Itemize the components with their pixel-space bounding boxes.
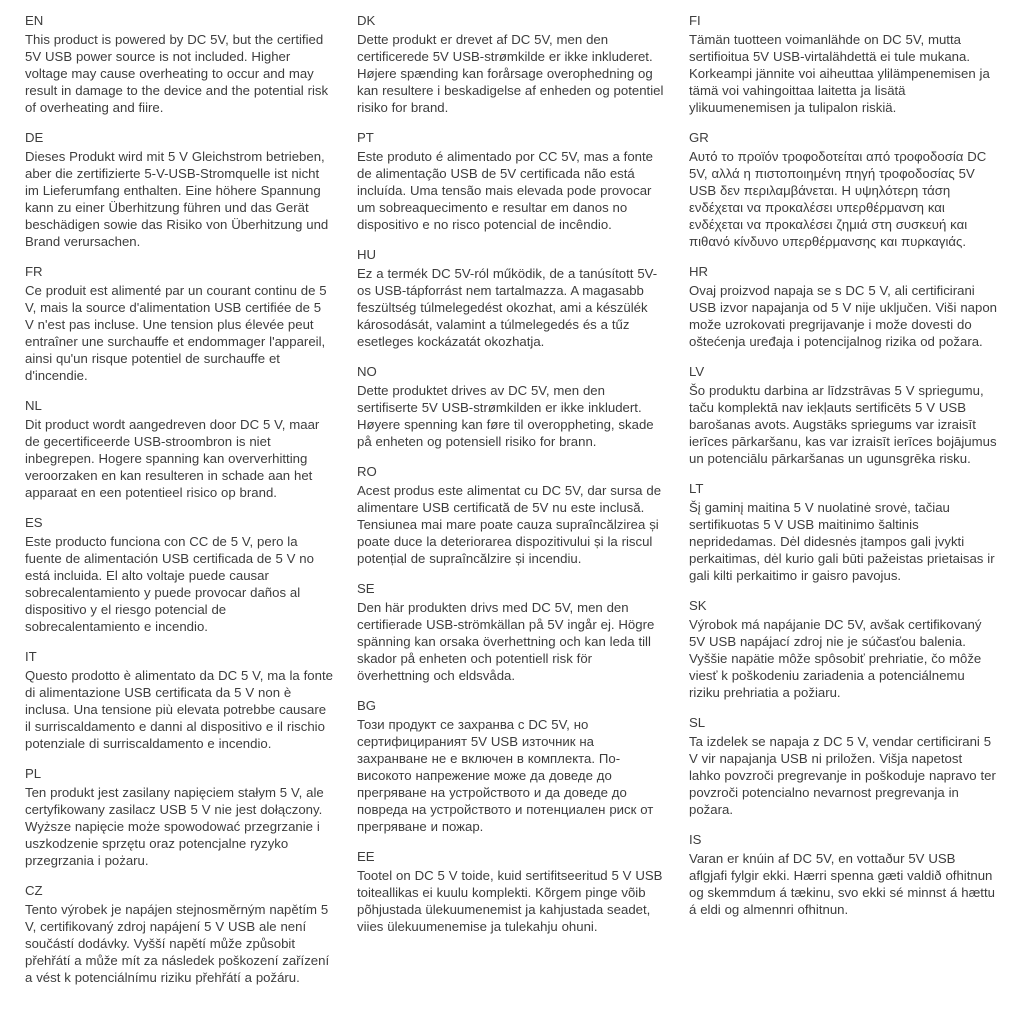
- language-code: FI: [689, 13, 701, 28]
- warning-text: Ovaj proizvod napaja se s DC 5 V, ali certificirani USB izvor napajanja od 5 V nije uključen. Viši napon može uzrokovati pregrijavanje i može dovesti do oštećenja uređaja i potencijalnog rizika od požara.: [689, 283, 997, 349]
- warning-text: This product is powered by DC 5V, but the certified 5V USB power source is not included. Higher voltage may cause overheating to occur and may result in damage to the device and the potential risk of overheating and fiire.: [25, 32, 329, 115]
- language-code: NL: [25, 398, 42, 413]
- language-section-no: [357, 363, 665, 450]
- language-code: CZ: [25, 883, 43, 898]
- warning-text: Този продукт се захранва с DC 5V, но сертифицираният 5V USB източник на захранване не е включен в комплекта. По-високото напрежение може да доведе до прегряване на устройството и да доведе до повреда на устройството и потенциален риск от прегряване и пожар.: [357, 717, 654, 834]
- warning-text: Dit product wordt aangedreven door DC 5 V, maar de gecertificeerde USB-stroombron is niet inbegrepen. Hogere spanning kan oververhitting veroorzaken en kan resulteren in schade aan het apparaat en een potentieel risico op brand.: [25, 417, 320, 500]
- language-section-lv: [689, 363, 997, 467]
- warning-text: Αυτό το προϊόν τροφοδοτείται από τροφοδοσία DC 5V, αλλά η πιστοποιημένη πηγή τροφοδοσίας 5V USB δεν περιλαμβάνεται. Η υψηλότερη τάση ενδέχεται να προκαλέσει υπερθέρμανση και ενδέχεται να προκαλέσει ζημιά στη συσκευή και πιθανό κίνδυνο υπερθέρμανσης και πυρκαγιάς.: [689, 149, 987, 249]
- language-section-pt: [357, 129, 665, 233]
- language-code: PT: [357, 130, 374, 145]
- language-section-sl: [689, 714, 997, 818]
- language-section-ee: [357, 848, 665, 935]
- language-code: HR: [689, 264, 709, 279]
- warning-text: Este producto funciona con CC de 5 V, pero la fuente de alimentación USB certificada de 5 V no está incluida. El alto voltaje puede causar sobrecalentamiento y puede provocar daños al dispositivo y el riesgo potencial de sobrecalentamiento e incendio.: [25, 534, 314, 634]
- language-section-gr: [689, 129, 997, 250]
- warning-text: Dette produktet drives av DC 5V, men den sertifiserte 5V USB-strømkilden er ikke inkludert. Høyere spenning kan føre til overoppheting, skade på enheten og potensiell risiko for brann.: [357, 383, 654, 449]
- language-section-hu: [357, 246, 665, 350]
- language-section-bg: [357, 697, 665, 835]
- language-section-cz: [25, 882, 333, 986]
- column-1: [25, 12, 333, 1014]
- warning-text: Varan er knúin af DC 5V, en vottaður 5V USB aflgjafi fylgir ekki. Hærri spenna gæti valdið ofhitnun og skemmdum á tækinu, svo ekki sé minnst á hættu á eldi og almennri ofhitnun.: [689, 851, 995, 917]
- language-section-se: [357, 580, 665, 684]
- language-code: DK: [357, 13, 376, 28]
- language-code: EE: [357, 849, 375, 864]
- language-section-de: [25, 129, 333, 250]
- language-code: SL: [689, 715, 706, 730]
- language-code: SK: [689, 598, 707, 613]
- language-code: LV: [689, 364, 705, 379]
- language-code: PL: [25, 766, 42, 781]
- language-code: BG: [357, 698, 377, 713]
- language-code: HU: [357, 247, 377, 262]
- warning-text: Dette produkt er drevet af DC 5V, men den certificerede 5V USB-strømkilde er ikke inkluderet. Højere spænding kan forårsage overophedning og kan resultere i beskadigelse af enheden og potentiel risiko for brand.: [357, 32, 664, 115]
- language-section-en: [25, 12, 333, 116]
- language-code: EN: [25, 13, 44, 28]
- column-2: [357, 12, 665, 1014]
- warning-text: Dieses Produkt wird mit 5 V Gleichstrom betrieben, aber die zertifizierte 5-V-USB-Stromquelle ist nicht im Lieferumfang enthalten. Eine höhere Spannung kann zu einer Überhitzung führen und das Gerät beschädigen sowie das Risiko von Überhitzung und Brand verursachen.: [25, 149, 329, 249]
- language-code: DE: [25, 130, 44, 145]
- language-code: GR: [689, 130, 709, 145]
- language-section-is: [689, 831, 997, 918]
- warning-text: Šį gaminį maitina 5 V nuolatinė srovė, tačiau sertifikuotas 5 V USB maitinimo šaltinis nepridedamas. Dėl didesnės įtampos gali įvykti perkaitimas, dėl kurio gali būti pažeistas prietaisas ir gali kilti perkaitimo ir gaisro pavojus.: [689, 500, 995, 583]
- language-code: FR: [25, 264, 43, 279]
- warning-text: Ten produkt jest zasilany napięciem stałym 5 V, ale certyfikowany zasilacz USB 5 V nie jest dołączony. Wyższe napięcie może spowodować przegrzanie i uszkodzenie sprzętu oraz potencjalne ryzyko przegrzania i pożaru.: [25, 785, 324, 868]
- language-code: ES: [25, 515, 43, 530]
- warning-text: Tootel on DC 5 V toide, kuid sertifitseeritud 5 V USB toiteallikas ei kuulu komplekti. Kõrgem pinge võib põhjustada ülekuumenemist ja kahjustada seadet, viies ülekuumenemise ja tulekahju ohuni.: [357, 868, 663, 934]
- language-section-it: [25, 648, 333, 752]
- language-section-fi: [689, 12, 997, 116]
- language-section-fr: [25, 263, 333, 384]
- warning-text: Výrobok má napájanie DC 5V, avšak certifikovaný 5V USB napájací zdroj nie je súčasťou balenia. Vyššie napätie môže spôsobiť prehriatie, čo môže viesť k poškodeniu zariadenia a potenciálnemu riziku prehriatia a požiaru.: [689, 617, 982, 700]
- language-section-hr: [689, 263, 997, 350]
- warning-text: Ce produit est alimenté par un courant continu de 5 V, mais la source d'alimentation USB certifiée de 5 V n'est pas incluse. Une tension plus élevée peut entraîner une surchauffe et endommager l'appareil, ainsi qu'un risque potentiel de surchauffe et d'incendie.: [25, 283, 327, 383]
- warning-text: Ez a termék DC 5V-ról működik, de a tanúsított 5V-os USB-tápforrást nem tartalmazza. A magasabb feszültség túlmelegedést okozhat, ami a készülék károsodását, valamint a túlmelegedés és a tűz esetleges kockázatát okozhatja.: [357, 266, 658, 349]
- language-code: IT: [25, 649, 37, 664]
- language-section-es: [25, 514, 333, 635]
- warning-text: Este produto é alimentado por CC 5V, mas a fonte de alimentação USB de 5V certificada não está incluída. Uma tensão mais elevada pode provocar um sobreaquecimento e resultar em danos no dispositivo e no risco potencial de incêndio.: [357, 149, 654, 232]
- language-code: RO: [357, 464, 377, 479]
- warning-text: Ta izdelek se napaja z DC 5 V, vendar certificirani 5 V vir napajanja USB ni priložen. Višja napetost lahko povzroči pregrevanje in poškoduje napravo ter povzroči potencialno nevarnost pregrevanja in požara.: [689, 734, 996, 817]
- column-3: [689, 12, 997, 1014]
- warning-text: Questo prodotto è alimentato da DC 5 V, ma la fonte di alimentazione USB certificata da 5 V non è inclusa. Una tensione più elevata potrebbe causare il surriscaldamento e danni al dispositivo e il rischio potenziale di surriscaldamento e incendio.: [25, 668, 333, 751]
- language-section-sk: [689, 597, 997, 701]
- language-section-ro: [357, 463, 665, 567]
- language-code: LT: [689, 481, 704, 496]
- warning-text: Acest produs este alimentat cu DC 5V, dar sursa de alimentare USB certificată de 5V nu este inclusă. Tensiunea mai mare poate cauza supraîncălzirea și poate duce la deteriorarea dispozitivului și la riscul potențial de supraîncălzire și incendiu.: [357, 483, 662, 566]
- language-section-nl: [25, 397, 333, 501]
- warning-text: Den här produkten drivs med DC 5V, men den certifierade USB-strömkällan på 5V ingår ej. Högre spänning kan orsaka överhettning och kan leda till skador på enheten och potentiell risk för överhettning och eldsvåda.: [357, 600, 655, 683]
- language-code: IS: [689, 832, 702, 847]
- warning-text: Tento výrobek je napájen stejnosměrným napětím 5 V, certifikovaný zdroj napájení 5 V USB ale není součástí dodávky. Vyšší napětí může způsobit přehřátí a může mít za následek poškození zařízení a vést k potenciálnímu riziku přehřátí a požáru.: [25, 902, 330, 985]
- language-section-lt: [689, 480, 997, 584]
- language-code: NO: [357, 364, 377, 379]
- warning-text: Tämän tuotteen voimanlähde on DC 5V, mutta sertifioitua 5V USB-virtalähdettä ei tule mukana. Korkeampi jännite voi aiheuttaa ylilämpenemisen ja tämä voi vahingoittaa laitetta ja lisätä ylikuumenemisen ja tulipalon riskiä.: [689, 32, 990, 115]
- language-section-dk: [357, 12, 665, 116]
- warning-text: Šo produktu darbina ar līdzstrāvas 5 V spriegumu, taču komplektā nav iekļauts sertificēts 5 V USB barošanas avots. Augstāks spriegums var izraisīt ierīces pārkaršanu, kas var izraisīt ierīces bojājumus un potenciālu pārkaršanas un ugunsgrēka risku.: [689, 383, 997, 466]
- language-code: SE: [357, 581, 375, 596]
- language-section-pl: [25, 765, 333, 869]
